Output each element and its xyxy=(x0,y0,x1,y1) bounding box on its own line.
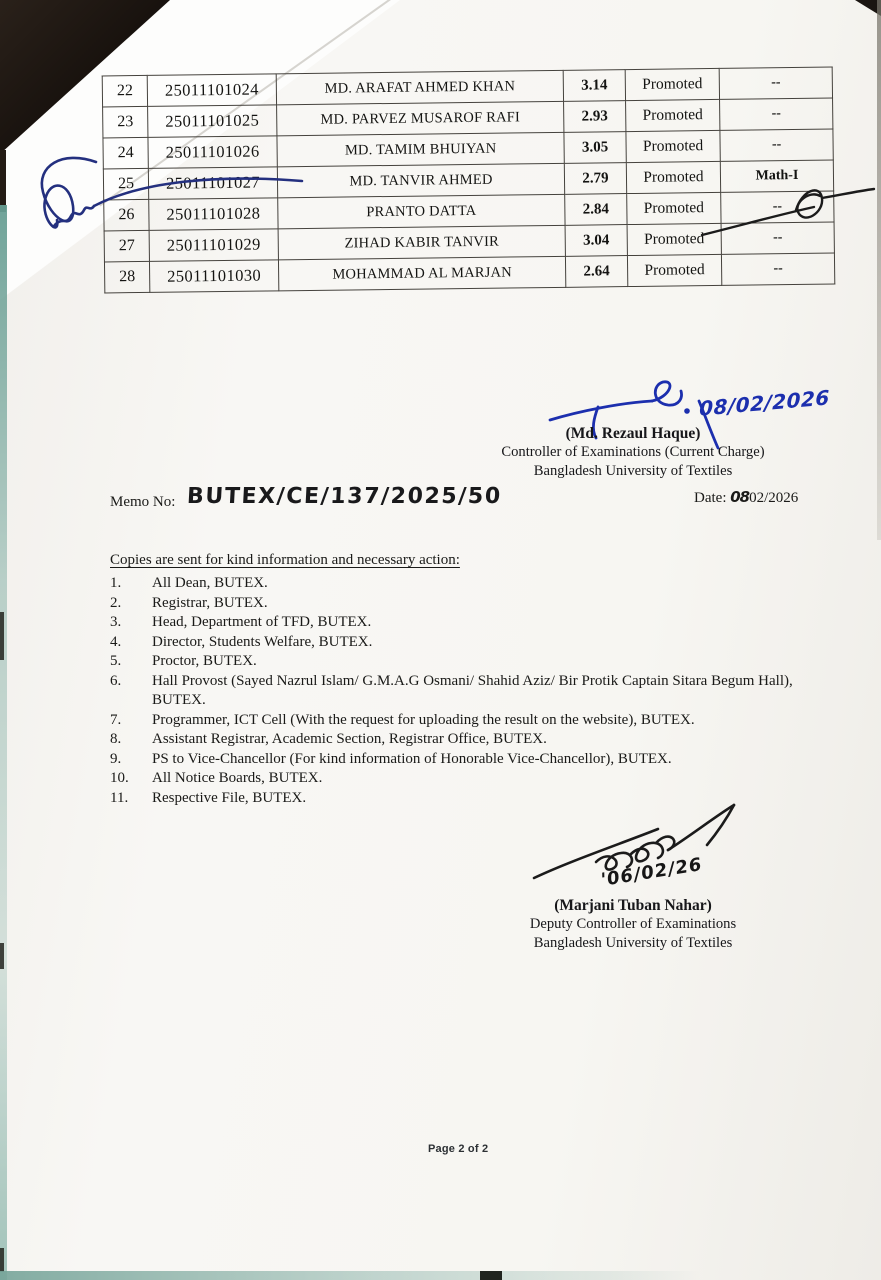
deputy-organization: Bangladesh University of Textiles xyxy=(533,935,733,951)
remarks-cell: -- xyxy=(720,98,833,130)
list-item-text: Respective File, BUTEX. xyxy=(152,789,307,806)
cgpa-cell: 2.79 xyxy=(564,163,626,195)
list-item xyxy=(110,730,812,750)
remarks-cell: -- xyxy=(721,222,834,254)
page-number: Page 2 of 2 xyxy=(428,1143,489,1155)
copies-section xyxy=(110,552,812,808)
controller-signature-block xyxy=(468,424,798,481)
serial-cell: 24 xyxy=(103,137,148,169)
date-line xyxy=(694,488,798,507)
deputy-name: (Marjani Tuban Nahar) xyxy=(554,897,712,914)
student-id-cell: 25011101025 xyxy=(148,105,277,138)
serial-cell: 28 xyxy=(104,261,149,293)
scan-left-edge-mark xyxy=(0,943,4,969)
cgpa-cell: 3.14 xyxy=(563,70,625,102)
margin-initial-ink-left xyxy=(10,148,310,248)
list-item-text: Head, Department of TFD, BUTEX. xyxy=(152,614,372,630)
deputy-title: Deputy Controller of Examinations xyxy=(529,916,737,932)
status-cell: Promoted xyxy=(627,223,721,255)
scan-right-edge xyxy=(877,0,881,540)
student-id-cell: 25011101028 xyxy=(149,198,278,231)
scan-left-edge-mark xyxy=(0,612,4,660)
remarks-cell: -- xyxy=(721,191,834,223)
list-item-text: Programmer, ICT Cell (With the request for uploading the result on the website), BUTEX. xyxy=(152,711,695,728)
list-item-number: 10. xyxy=(110,770,129,786)
cgpa-cell: 2.84 xyxy=(565,194,627,226)
date-printed-part: 02/2026 xyxy=(749,490,799,506)
remarks-cell: -- xyxy=(719,67,832,99)
list-item-number: 4. xyxy=(110,633,122,650)
name-cell: MD. TAMIM BHUIYAN xyxy=(277,132,564,167)
status-cell: Promoted xyxy=(626,161,720,193)
list-item-text: All Notice Boards, BUTEX. xyxy=(152,770,323,786)
student-id-cell: 25011101024 xyxy=(147,74,276,107)
list-item-text: Proctor, BUTEX. xyxy=(152,653,257,669)
signature-dot xyxy=(684,408,690,414)
student-id-cell: 25011101026 xyxy=(148,136,277,169)
list-item-number: 1. xyxy=(110,575,122,591)
student-id-cell: 25011101029 xyxy=(149,229,278,262)
list-item xyxy=(110,574,812,594)
list-item-number: 8. xyxy=(110,731,122,747)
controller-title: Controller of Examinations (Current Charge) xyxy=(501,444,765,460)
name-cell: MD. ARAFAT AHMED KHAN xyxy=(276,70,563,105)
list-item-text: PS to Vice-Chancellor (For kind information of Honorable Vice-Chancellor), BUTEX. xyxy=(152,750,672,767)
list-item-text: Hall Provost (Sayed Nazrul Islam/ G.M.A.G Osmani/ Shahid Aziz/ Bir Protik Captain Sitara Begum Hall), BUTEX. xyxy=(152,672,793,708)
list-item xyxy=(110,594,812,614)
list-item-number: 9. xyxy=(110,750,122,767)
status-cell: Promoted xyxy=(625,68,719,100)
list-item-text: Assistant Registrar, Academic Section, Registrar Office, BUTEX. xyxy=(152,731,547,747)
student-id-cell: 25011101027 xyxy=(148,167,277,200)
list-item-number: 11. xyxy=(110,789,129,806)
margin-initial-ink-right xyxy=(698,180,878,240)
name-cell: MOHAMMAD AL MARJAN xyxy=(278,256,565,291)
list-item xyxy=(110,633,812,653)
name-cell: PRANTO DATTA xyxy=(278,194,565,229)
list-item xyxy=(110,711,812,731)
serial-cell: 23 xyxy=(103,106,148,138)
list-item-number: 5. xyxy=(110,653,122,669)
remarks-cell: -- xyxy=(721,253,834,285)
student-id-cell: 25011101030 xyxy=(149,260,278,293)
name-cell: ZIHAD KABIR TANVIR xyxy=(278,225,565,260)
list-item-number: 3. xyxy=(110,614,122,630)
list-item xyxy=(110,652,812,672)
serial-cell: 26 xyxy=(104,199,149,231)
copies-heading: Copies are sent for kind information and necessary action: xyxy=(110,552,460,568)
scan-left-edge-mark xyxy=(0,1248,4,1272)
serial-cell: 25 xyxy=(103,168,148,200)
status-cell: Promoted xyxy=(627,254,721,286)
scan-bottom-edge-mark xyxy=(480,1271,502,1280)
cgpa-cell: 2.93 xyxy=(564,101,626,133)
status-cell: Promoted xyxy=(626,99,720,131)
list-item xyxy=(110,672,812,711)
memo-line xyxy=(110,484,503,512)
list-item xyxy=(110,769,812,789)
controller-handwritten-date: 08/02/2026 xyxy=(699,385,830,421)
cgpa-cell: 2.64 xyxy=(565,256,627,288)
deputy-signature-block xyxy=(468,896,798,953)
name-cell: MD. PARVEZ MUSAROF RAFI xyxy=(277,101,564,136)
deputy-handwritten-date: '06/02/26 xyxy=(600,853,703,892)
scan-left-edge xyxy=(0,205,7,1280)
date-label: Date: xyxy=(694,490,727,506)
controller-organization: Bangladesh University of Textiles xyxy=(533,463,733,479)
status-cell: Promoted xyxy=(626,130,720,162)
name-cell: MD. TANVIR AHMED xyxy=(277,163,564,198)
date-handwritten-part: 08 xyxy=(730,488,750,506)
memo-number-handwritten: BUTEX/CE/137/2025/50 xyxy=(186,484,503,509)
scan-dark-edge-remnant xyxy=(0,150,6,212)
list-item-number: 6. xyxy=(110,672,122,689)
cgpa-cell: 3.05 xyxy=(564,132,626,164)
list-item-text: Registrar, BUTEX. xyxy=(152,594,268,611)
list-item xyxy=(110,613,812,633)
list-item-text: Director, Students Welfare, BUTEX. xyxy=(152,633,373,650)
scan-bottom-edge xyxy=(0,1271,700,1280)
serial-cell: 22 xyxy=(102,75,147,107)
cgpa-cell: 3.04 xyxy=(565,225,627,257)
remarks-cell: -- xyxy=(720,129,833,161)
controller-name: (Md. Rezaul Haque) xyxy=(565,425,701,442)
list-item xyxy=(110,750,812,770)
memo-label: Memo No: xyxy=(110,494,176,510)
list-item-number: 7. xyxy=(110,711,122,728)
serial-cell: 27 xyxy=(104,230,149,262)
list-item-number: 2. xyxy=(110,594,122,611)
status-cell: Promoted xyxy=(627,192,721,224)
remarks-cell: Math-I xyxy=(720,160,833,192)
list-item-text: All Dean, BUTEX. xyxy=(152,575,268,591)
